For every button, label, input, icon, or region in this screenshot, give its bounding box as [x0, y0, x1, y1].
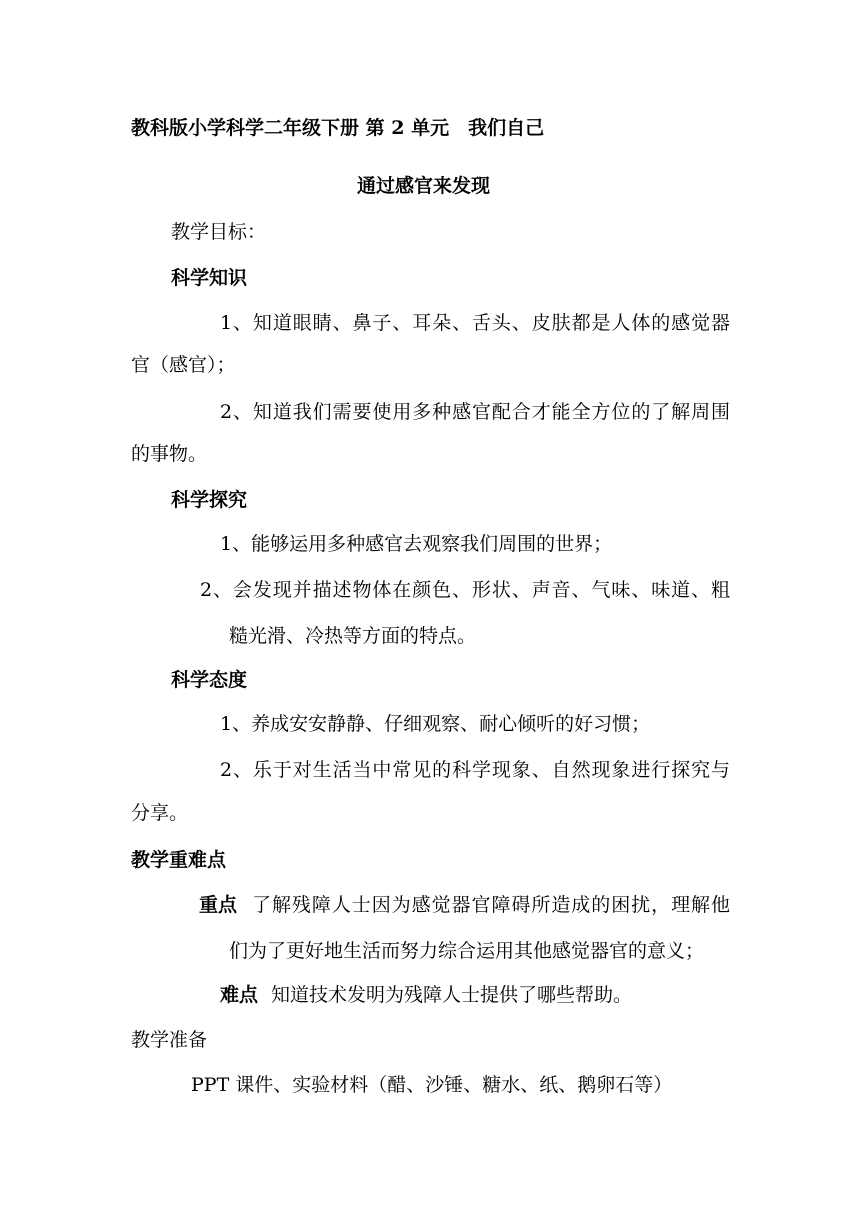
knowledge-item-1-line-1: 1、知道眼睛、鼻子、耳朵、舌头、皮肤都是人体的感觉器 [220, 312, 730, 334]
preparation-materials: PPT 课件、实验材料（醋、沙锤、糖水、纸、鹅卵石等） [191, 1074, 673, 1096]
attitude-item-2-line-1: 2、乐于对生活当中常见的科学现象、自然现象进行探究与 [220, 759, 730, 781]
key-points-heading: 教学重难点 [131, 849, 227, 871]
attitude-heading: 科学态度 [171, 669, 248, 691]
difficult-point-text: 知道技术发明为残障人士提供了哪些帮助。 [271, 984, 633, 1006]
difficult-point-label: 难点 [220, 984, 259, 1006]
knowledge-item-1-line-2: 官（感官）； [131, 354, 236, 376]
inquiry-item-1: 1、能够运用多种感官去观察我们周围的世界； [220, 533, 613, 555]
attitude-item-2-line-2: 分享。 [131, 802, 189, 824]
knowledge-item-2-line-2: 的事物。 [131, 443, 208, 465]
inquiry-heading: 科学探究 [171, 489, 248, 511]
lesson-title: 通过感官来发现 [357, 175, 491, 197]
knowledge-item-2-line-1: 2、知道我们需要使用多种感官配合才能全方位的了解周围 [220, 401, 730, 423]
key-point-line-1: 了解残障人士因为感觉器官障碍所造成的困扰，理解他 [252, 894, 730, 916]
objectives-label: 教学目标： [171, 221, 267, 243]
preparation-heading: 教学准备 [131, 1029, 208, 1051]
attitude-item-1: 1、养成安安静静、仔细观察、耐心倾听的好习惯； [220, 713, 651, 735]
key-point-label: 重点 [199, 894, 238, 916]
inquiry-item-2-line-2: 糙光滑、冷热等方面的特点。 [229, 625, 477, 647]
key-point-line-2: 们为了更好地生活而努力综合运用其他感觉器官的意义； [229, 940, 705, 962]
knowledge-heading: 科学知识 [171, 267, 248, 289]
document-title: 教科版小学科学二年级下册 第 2 单元 我们自己 [131, 117, 545, 139]
inquiry-item-2-line-1: 2、会发现并描述物体在颜色、形状、声音、气味、味道、粗 [200, 579, 730, 601]
